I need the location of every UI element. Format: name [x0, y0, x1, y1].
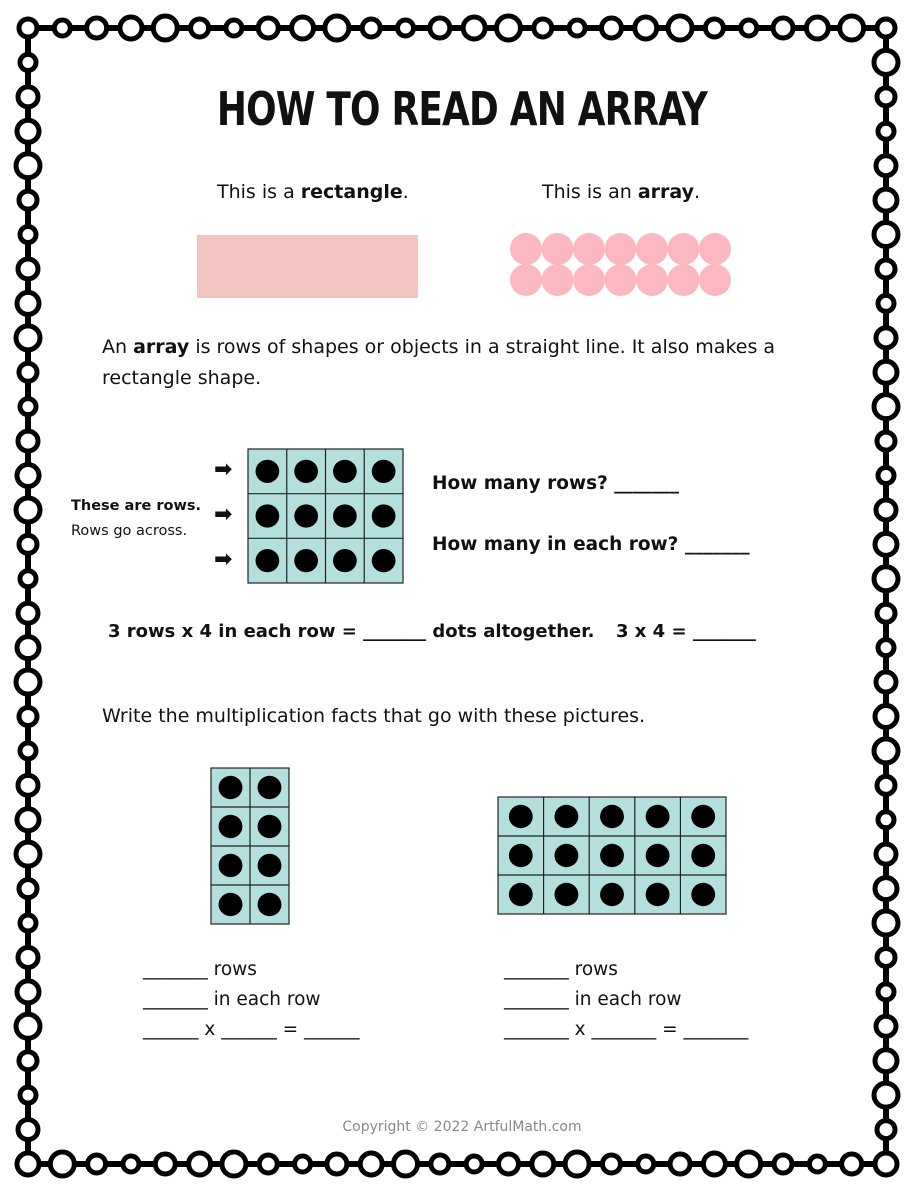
border-circle: [877, 88, 895, 106]
grid-dot: [646, 844, 670, 867]
array-circle: [573, 233, 605, 265]
border-circle: [874, 911, 898, 935]
row-arrow-icon: ➡: [214, 457, 233, 482]
border-circle: [18, 431, 38, 451]
grid-dot: [691, 883, 715, 906]
border-circle: [875, 1153, 897, 1175]
border-circle: [17, 1153, 39, 1175]
example-dot-grid: [248, 449, 403, 583]
border-circle: [876, 328, 896, 348]
border-circle: [17, 637, 39, 659]
question-how-many-rows: How many rows? _______: [432, 473, 680, 494]
border-circle: [430, 18, 450, 38]
border-circle: [222, 1152, 246, 1176]
border-circle: [877, 432, 895, 450]
border-circle: [17, 809, 39, 831]
array-circle: [699, 264, 731, 296]
border-circle: [878, 123, 894, 139]
grid-dot: [509, 883, 533, 906]
row-arrow-icon: ➡: [214, 547, 233, 572]
array-circle: [668, 233, 700, 265]
grid-dot: [372, 460, 396, 483]
grid-dot: [509, 844, 533, 867]
picture-1-rows-blank: _______ rows: [143, 959, 257, 980]
array-circle: [510, 264, 542, 296]
border-circle: [877, 19, 895, 37]
border-circle: [875, 705, 897, 727]
grid-dot: [256, 549, 280, 572]
array-circle: [636, 264, 668, 296]
border-circle: [569, 20, 585, 36]
instructions: Write the multiplication facts that go with these pictures.: [102, 705, 646, 727]
grid-dot: [600, 844, 624, 867]
border-circle: [668, 16, 692, 40]
border-circle: [874, 1083, 898, 1107]
border-circle: [431, 1155, 449, 1173]
grid-dot: [219, 893, 243, 916]
border-circle: [18, 775, 38, 795]
border-circle: [18, 947, 38, 967]
border-circle: [50, 1152, 74, 1176]
border-circle: [19, 880, 37, 898]
border-circle: [498, 1154, 518, 1174]
row-arrow-icon: ➡: [214, 502, 233, 527]
border-circle: [16, 1014, 40, 1038]
grid-dot: [294, 504, 318, 527]
border-circle: [16, 842, 40, 866]
border-circle: [878, 468, 894, 484]
array-circle: [542, 233, 574, 265]
grid-dot: [691, 844, 715, 867]
border-circle: [153, 16, 177, 40]
border-circle: [874, 739, 898, 763]
border-circle: [877, 948, 895, 966]
picture-1-dot-grid: [211, 768, 289, 924]
border-circle: [670, 1154, 690, 1174]
border-circle: [360, 1153, 382, 1175]
border-circle: [20, 227, 36, 243]
grid-dot: [256, 460, 280, 483]
border-circle: [19, 1052, 37, 1070]
border-circle: [463, 17, 485, 39]
border-circle: [325, 16, 349, 40]
example-circle-array: [510, 233, 732, 297]
border-circle: [874, 567, 898, 591]
border-circle: [638, 1156, 654, 1172]
grid-dot: [554, 844, 578, 867]
border-circle: [16, 498, 40, 522]
array-circle: [542, 264, 574, 296]
array-circle: [510, 233, 542, 265]
picture-2-each-row-blank: _______ in each row: [504, 989, 682, 1010]
border-circle: [88, 1155, 106, 1173]
border-circle: [877, 776, 895, 794]
border-circle: [876, 844, 896, 864]
border-circle: [737, 1152, 761, 1176]
question-how-many-in-each-row: How many in each row? _______: [432, 534, 750, 555]
border-circle: [842, 1154, 862, 1174]
grid-dot: [256, 504, 280, 527]
border-circle: [258, 18, 278, 38]
grid-dot: [258, 815, 282, 838]
grid-dot: [600, 805, 624, 828]
border-circle: [54, 20, 70, 36]
border-circle: [496, 16, 520, 40]
grid-dot: [600, 883, 624, 906]
border-circle: [20, 54, 36, 70]
border-circle: [466, 1156, 482, 1172]
rectangle-caption: This is a rectangle.: [217, 181, 409, 203]
copyright: Copyright © 2022 ArtfulMath.com: [342, 1119, 582, 1135]
border-circle: [20, 399, 36, 415]
picture-1-fact-blank: ______ x ______ = ______: [143, 1019, 360, 1040]
border-circle: [226, 20, 242, 36]
border-circle: [741, 20, 757, 36]
grid-dot: [646, 805, 670, 828]
border-circle: [875, 878, 897, 900]
array-circle: [699, 233, 731, 265]
grid-dot: [691, 805, 715, 828]
border-circle: [120, 17, 142, 39]
border-circle: [875, 533, 897, 555]
array-caption: This is an array.: [542, 181, 701, 203]
border-circle: [18, 87, 38, 107]
equation-rows-times-each: 3 rows x 4 in each row = _______ dots altogether.: [108, 621, 595, 642]
border-circle: [774, 1155, 792, 1173]
border-circle: [876, 672, 896, 692]
border-circle: [601, 18, 621, 38]
example-rectangle: [197, 235, 418, 298]
border-circle: [877, 260, 895, 278]
grid-dot: [333, 504, 357, 527]
border-circle: [16, 670, 40, 694]
border-circle: [327, 1154, 347, 1174]
border-circle: [703, 1153, 725, 1175]
border-circle: [259, 1155, 277, 1173]
border-circle: [398, 20, 414, 36]
border-circle: [362, 19, 380, 37]
border-circle: [532, 1153, 554, 1175]
border-circle: [876, 156, 896, 176]
border-circle: [123, 1156, 139, 1172]
border-circle: [875, 361, 897, 383]
border-circle: [19, 19, 37, 37]
picture-2-answers: [504, 955, 748, 1045]
border-circle: [876, 1016, 896, 1036]
border-circle: [878, 812, 894, 828]
border-circle: [878, 984, 894, 1000]
border-circle: [874, 223, 898, 247]
grid-dot: [509, 805, 533, 828]
border-circle: [705, 19, 723, 37]
page-title: HOW TO READ AN ARRAY: [216, 82, 708, 136]
picture-2-rows-blank: _______ rows: [504, 959, 618, 980]
border-circle: [17, 465, 39, 487]
array-circle: [636, 233, 668, 265]
grid-dot: [646, 883, 670, 906]
border-circle: [87, 18, 107, 38]
grid-dot: [294, 460, 318, 483]
grid-dot: [294, 549, 318, 572]
grid-dot: [372, 504, 396, 527]
border-circle: [18, 259, 38, 279]
grid-dot: [333, 549, 357, 572]
border-circle: [17, 981, 39, 1003]
border-circle: [876, 500, 896, 520]
border-circle: [878, 640, 894, 656]
border-circle: [295, 1156, 311, 1172]
grid-dot: [258, 854, 282, 877]
border-circle: [20, 1087, 36, 1103]
border-circle: [19, 707, 37, 725]
border-circle: [191, 19, 209, 37]
grid-dot: [258, 893, 282, 916]
border-circle: [18, 603, 38, 623]
array-circle: [605, 233, 637, 265]
grid-dot: [554, 883, 578, 906]
grid-dot: [554, 805, 578, 828]
grid-dot: [258, 776, 282, 799]
border-circle: [878, 295, 894, 311]
grid-dot: [219, 776, 243, 799]
array-circle: [668, 264, 700, 296]
border-circle: [809, 1156, 825, 1172]
border-circle: [565, 1152, 589, 1176]
array-definition: An array is rows of shapes or objects in a straight line. It also makes a rectangle shape.: [102, 336, 776, 389]
border-circle: [773, 18, 793, 38]
array-circle: [605, 264, 637, 296]
border-circle: [806, 17, 828, 39]
border-circle: [534, 19, 552, 37]
border-circle: [19, 363, 37, 381]
border-circle: [189, 1153, 211, 1175]
border-circle: [877, 604, 895, 622]
grid-dot: [219, 854, 243, 877]
border-circle: [20, 571, 36, 587]
border-circle: [874, 50, 898, 74]
border-circle: [155, 1154, 175, 1174]
border-circle: [840, 16, 864, 40]
array-circle: [573, 264, 605, 296]
border-circle: [875, 1050, 897, 1072]
border-circle: [394, 1152, 418, 1176]
grid-dot: [372, 549, 396, 572]
border-circle: [20, 743, 36, 759]
picture-1-each-row-blank: _______ in each row: [143, 989, 321, 1010]
border-circle: [635, 17, 657, 39]
picture-2-fact-blank: _______ x _______ = _______: [504, 1019, 749, 1040]
border-circle: [16, 154, 40, 178]
border-circle: [20, 915, 36, 931]
border-circle: [874, 395, 898, 419]
grid-dot: [219, 815, 243, 838]
border-circle: [17, 120, 39, 142]
picture-2-dot-grid: [498, 797, 726, 914]
picture-1-answers: [143, 955, 359, 1045]
border-circle: [16, 326, 40, 350]
grid-dot: [333, 460, 357, 483]
equation-product: 3 x 4 = _______: [616, 621, 756, 642]
border-circle: [602, 1155, 620, 1173]
rows-label: These are rows. Rows go across.: [71, 498, 202, 539]
border-circle: [19, 535, 37, 553]
border-circle: [292, 17, 314, 39]
border-circle: [17, 292, 39, 314]
border-circle: [875, 189, 897, 211]
border-circle: [19, 191, 37, 209]
